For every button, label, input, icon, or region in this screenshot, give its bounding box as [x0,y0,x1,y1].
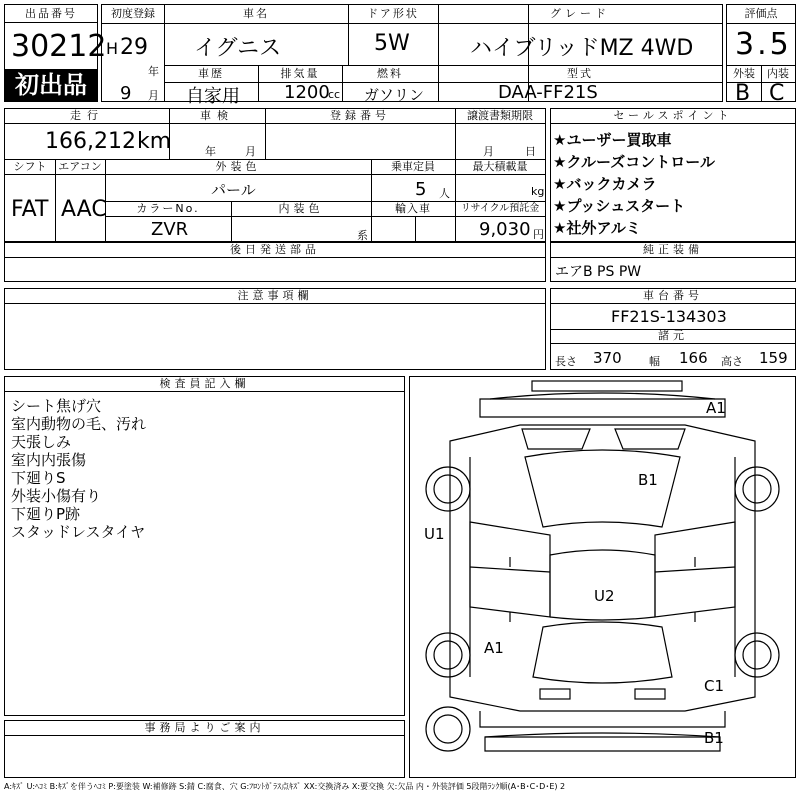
dimensions-label: 諸元 [658,329,688,342]
int-label: 内装 [767,67,789,80]
load-unit: kg [531,185,545,198]
car-name: イグニス [194,36,282,61]
year-unit: 年 [148,65,159,78]
later-parts-label: 後日発送部品 [230,243,320,256]
reg-year: 29 [120,35,148,60]
damage-mark: B1 [638,471,658,489]
spec-box [4,108,546,242]
legend-text: A:ｷｽﾞ U:ﾍｺﾐ B:ｷｽﾞを伴うﾍｺﾐ P:要塗装 W:補修跡 S:錆 C:腐食、穴 G:ﾌﾛﾝﾄｶﾞﾗｽ点ｷｽﾞ XX:交換済み X:要交換 欠:欠品 内・外装評価 5段階ﾗﾝｸ順(A･B･C･D･E) 2 [4,782,566,791]
ext-label: 外装 [733,67,755,80]
inspector-label: 検査員記入欄 [159,377,250,390]
recycle-label: リサイクル預託金 [460,203,540,214]
capacity: 5 [415,179,427,200]
inspection-label: 車検 [200,109,234,122]
damage-mark: U2 [594,587,615,605]
history-label: 車歴 [198,67,224,80]
inspector-line: 下廻りS [11,469,66,487]
first-reg-label: 初度登録 [111,7,155,20]
era: H [106,39,119,58]
ac: AAC [61,197,107,222]
main-header-box [101,4,723,107]
equipment-label: 純正装備 [643,243,703,256]
damage-mark: B1 [704,729,724,747]
width-label: 幅 [649,355,660,368]
recycle-unit: 円 [533,228,544,241]
length: 370 [593,349,622,367]
lot-label: 出品番号 [25,7,77,20]
model: DAA-FF21S [498,82,598,103]
color-no-label: カラーNo. [136,202,200,215]
door-type: 5W [374,31,410,56]
mileage: 166,212 [45,129,136,154]
office-label: 事務局よりご案内 [144,721,265,734]
score-label: 評価点 [744,7,778,20]
grade-label: グレード [550,7,610,20]
month-unit: 月 [148,89,159,102]
chassis-label: 車台番号 [643,289,703,302]
transfer-label: 譲渡書類期限 [467,109,533,122]
sales-point: ★ユーザー買取車 [553,131,672,149]
damage-mark: C1 [704,677,725,695]
damage-mark: A1 [484,639,504,657]
displacement-unit: cc [328,88,341,101]
score-box [726,4,796,106]
shift-label: シフト [13,160,47,173]
notes-box [4,288,546,370]
lot-number: 30212 [11,29,107,64]
insp-year-unit: 年 [205,145,216,158]
equipment-box [550,242,796,282]
width: 166 [679,349,708,367]
inspector-box [4,376,405,716]
sales-point: ★バックカメラ [553,175,657,193]
sales-point: ★クルーズコントロール [553,153,715,171]
inspector-line: 室内動物の毛、汚れ [11,415,147,433]
mileage-label: 走行 [70,109,104,122]
ac-label: エアコン [58,160,102,173]
sales-point: ★社外アルミ [553,219,641,237]
office-box [4,720,405,778]
capacity-unit: 人 [439,187,450,200]
damage-mark: U1 [424,525,445,543]
inspector-line: 外装小傷有り [11,487,102,505]
chassis-box [550,288,796,370]
score: 3.5 [735,27,792,62]
car-name-label: 車名 [243,7,269,20]
car-diagram-box [409,376,796,778]
notes-label: 注意事項欄 [237,289,313,302]
ext-grade: B [735,81,751,106]
later-parts-box [4,242,546,282]
damage-mark: A1 [706,399,726,417]
displacement: 1200 [284,82,330,103]
sales-point: ★プッシュスタート [553,197,686,215]
reg-number-label: 登録番号 [330,109,390,122]
interior-color-label: 内装色 [278,202,324,215]
inspector-line: 天張しみ [11,433,72,451]
interior-unit: 系 [357,229,368,242]
first-listing-badge: 初出品 [5,69,97,101]
height-label: 高さ [721,355,743,368]
grade: ハイブリッドMZ 4WD [470,36,694,61]
lot-number-box [4,4,107,102]
fuel-label: 燃料 [377,67,403,80]
color-label: 外装色 [215,160,261,173]
recycle-amount: 9,030 [479,219,531,240]
model-label: 型式 [567,67,593,80]
car-diagram [410,377,795,777]
color: パール [211,181,256,199]
load-label: 最大積載量 [472,160,528,173]
capacity-label: 乗車定員 [391,160,435,173]
door-label: ドア形状 [367,7,419,20]
shift: FAT [11,197,49,222]
height: 159 [759,349,788,367]
history: 自家用 [186,86,240,107]
transfer-month-unit: 月 [483,145,494,158]
inspector-line: スタッドレスタイヤ [11,523,146,541]
inspector-line: 室内内張傷 [11,451,87,469]
inspector-line: 下廻りP跡 [11,505,81,523]
fuel: ガソリン [364,86,425,104]
transfer-day-unit: 日 [525,145,536,158]
equipment-value: エアB PS PW [555,264,642,280]
sales-points-box [550,108,796,242]
inspector-line: シート焦げ穴 [11,397,102,415]
import-label: 輸入車 [395,202,431,215]
sales-points-label: セールスポイント [613,109,733,122]
reg-month: 9 [120,83,132,104]
insp-month-unit: 月 [245,145,256,158]
color-no: ZVR [151,219,189,240]
chassis-number: FF21S-134303 [611,307,727,326]
length-label: 長さ [555,355,577,368]
displacement-label: 排気量 [280,67,320,80]
mileage-unit: km [137,129,172,154]
int-grade: C [769,81,785,106]
